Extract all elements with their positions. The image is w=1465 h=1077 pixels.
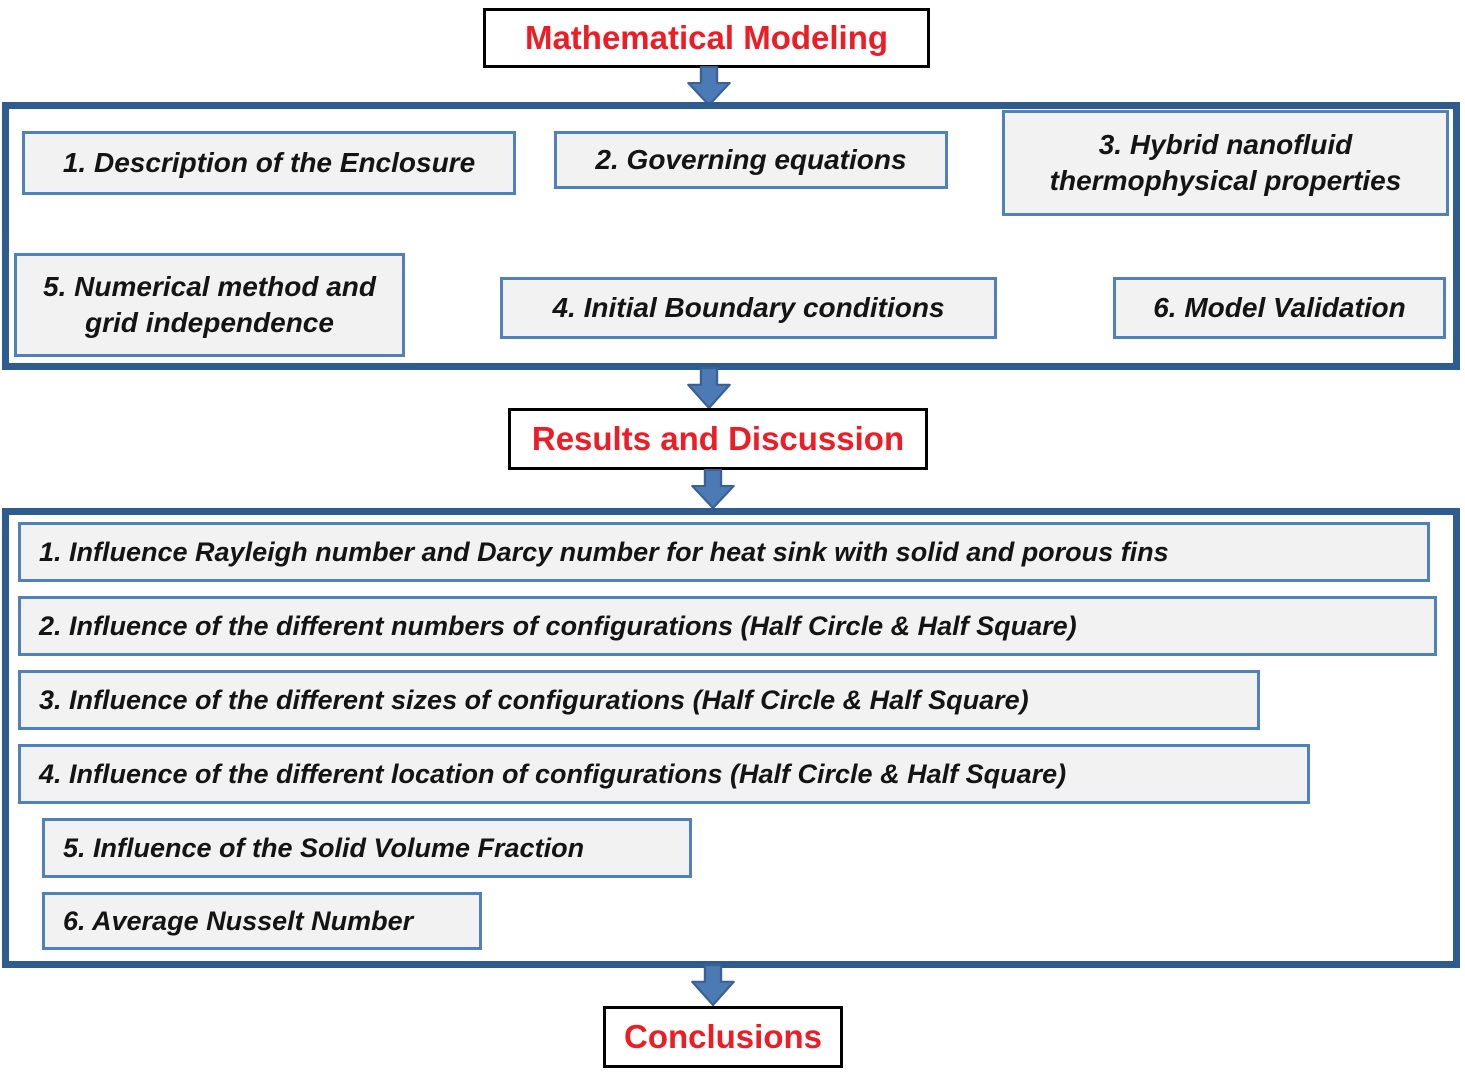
results-item-solid-volume-fraction <box>42 818 692 878</box>
modeling-box-label: 6. Model Validation <box>1153 291 1406 323</box>
results-item-label: 3. Influence of the different sizes of configurations (Half Circle & Half Square) <box>39 684 1029 715</box>
down-arrow-icon <box>686 66 732 106</box>
title-conclusions-label: Conclusions <box>623 1018 823 1055</box>
modeling-box-description-enclosure <box>22 131 516 195</box>
modeling-box-label: 4. Initial Boundary conditions <box>552 291 945 323</box>
results-item-label: 5. Influence of the Solid Volume Fraction <box>63 832 585 863</box>
modeling-box-model-validation <box>1113 277 1446 339</box>
results-item-sizes-of-configurations <box>18 670 1260 730</box>
modeling-box-label: 5. Numerical method and grid independence <box>43 270 376 338</box>
results-item-label: 1. Influence Rayleigh number and Darcy number for heat sink with solid and porous fins <box>39 536 1169 567</box>
results-item-label: 2. Influence of the different numbers of configurations (Half Circle & Half Square) <box>39 610 1077 641</box>
title-results-and-discussion <box>508 408 928 470</box>
title-mathematical-modeling <box>483 8 930 68</box>
modeling-box-numerical-method <box>14 253 405 357</box>
results-section <box>2 508 1460 968</box>
modeling-box-label: 3. Hybrid nanofluid thermophysical properties <box>1049 128 1402 196</box>
down-arrow-icon <box>690 964 736 1006</box>
title-results-and-discussion-label: Results and Discussion <box>531 420 905 457</box>
results-item-rayleigh-darcy <box>18 522 1430 582</box>
down-arrow-icon <box>686 367 732 409</box>
results-item-label: 6. Average Nusselt Number <box>63 905 414 936</box>
results-item-average-nusselt-number <box>42 892 482 950</box>
down-arrow-icon <box>690 469 736 509</box>
modeling-section <box>2 102 1460 370</box>
results-item-label: 4. Influence of the different location of configurations (Half Circle & Half Square) <box>39 758 1067 789</box>
results-item-numbers-of-configurations <box>18 596 1437 656</box>
modeling-box-label: 2. Governing equations <box>595 143 907 175</box>
title-mathematical-modeling-label: Mathematical Modeling <box>524 19 889 56</box>
modeling-box-label: 1. Description of the Enclosure <box>62 146 476 178</box>
modeling-box-initial-boundary-conditions <box>500 277 997 339</box>
results-item-location-of-configurations <box>18 744 1310 804</box>
title-conclusions <box>603 1006 843 1068</box>
modeling-box-governing-equations <box>554 131 948 189</box>
modeling-box-hybrid-nanofluid-properties <box>1002 110 1449 216</box>
